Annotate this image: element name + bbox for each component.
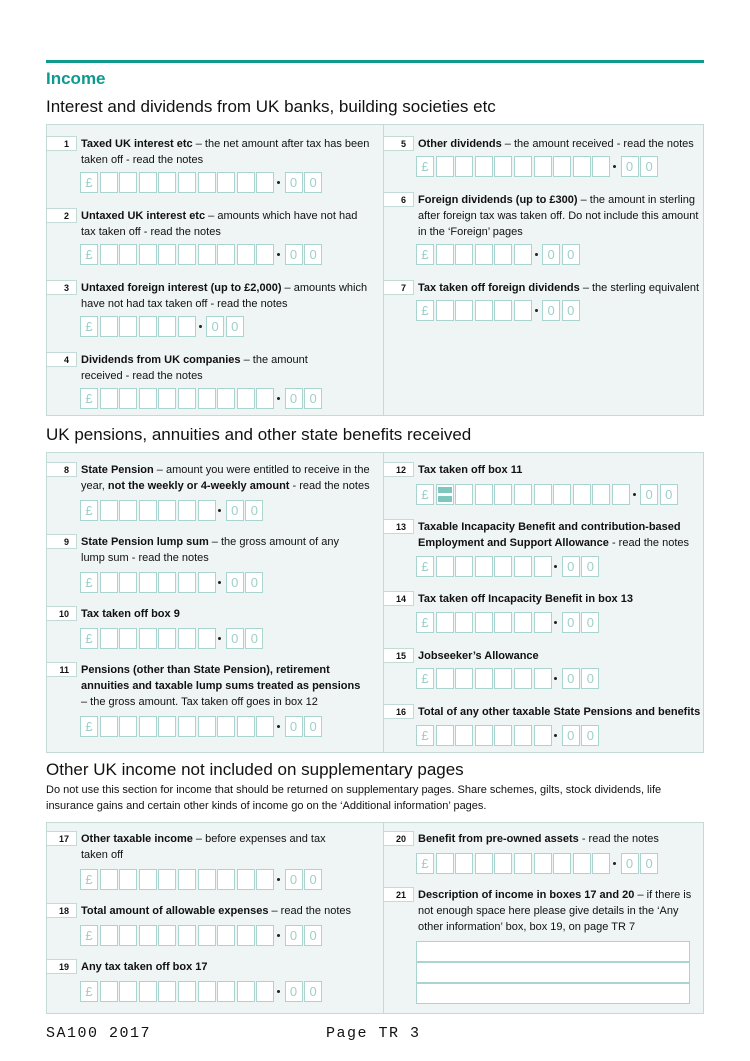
digit-cell — [100, 316, 118, 337]
digit-cell — [573, 853, 591, 874]
digit-cell — [494, 668, 512, 689]
digit-cell — [436, 612, 454, 633]
decimal-point — [276, 981, 283, 1002]
decimal-point — [612, 853, 619, 874]
pound-sign-cell: £ — [80, 500, 98, 521]
decimal-point — [553, 725, 560, 746]
digit-cell — [436, 725, 454, 746]
panel-pensions: 8 State Pension – amount you were entitled to receive in the year, not the weekly or 4-weekly amount - read the notes £ 0 0 9 State Pension lump sum – the gross amount of any lump sum - read the notes £ 0 0 10 Tax taken off box 9 £ 0 0 11 Pensions (other than State Pension), retirement annuities and taxable lump sums treated as pensions – the gross amount. Tax taken off goes in box 12 £ 0 0 12 Tax taken off box 11 £ 0 0 13 Taxable Incapacity Benefit and contribution-based Employment and Support Allowance - read the notes £ 0 0 14 Tax taken off Incapacity Benefit in box 13 £ 0 0 15 Jobseeker’s Allowance £ 0 0 16 Total of any other taxable State Pensions and benefits £ 0 0 — [46, 452, 704, 753]
pence-cell: 0 — [304, 869, 322, 890]
digit-cell — [119, 628, 137, 649]
pence-cell: 0 — [621, 853, 639, 874]
digit-cell — [158, 572, 176, 593]
pound-sign-cell: £ — [80, 869, 98, 890]
digit-cell — [139, 316, 157, 337]
pound-sign-cell: £ — [80, 925, 98, 946]
box-4-amount-field[interactable] — [80, 388, 324, 409]
digit-cell — [237, 388, 255, 409]
digit-cell — [455, 156, 473, 177]
digit-cell — [100, 500, 118, 521]
digit-cell — [436, 244, 454, 265]
pence-cell: 0 — [581, 668, 599, 689]
digit-cell — [119, 316, 137, 337]
page-number: Page TR 3 — [326, 1025, 421, 1042]
digit-cell — [100, 869, 118, 890]
digit-cell — [139, 981, 157, 1002]
form-reference: SA100 2017 — [46, 1025, 152, 1042]
pound-sign-cell: £ — [416, 484, 434, 505]
decimal-point — [276, 716, 283, 737]
box-14-amount-field[interactable] — [416, 612, 601, 633]
decimal-point — [553, 668, 560, 689]
box-21-description-field[interactable] — [416, 941, 690, 1004]
pound-sign-cell: £ — [416, 725, 434, 746]
box-1-amount-field[interactable] — [80, 172, 324, 193]
pence-cell: 0 — [621, 156, 639, 177]
digit-cell — [100, 981, 118, 1002]
pence-cell: 0 — [285, 244, 303, 265]
pence-cell: 0 — [245, 628, 263, 649]
digit-cell — [494, 853, 512, 874]
pound-sign-cell: £ — [80, 316, 98, 337]
digit-cell — [217, 172, 235, 193]
digit-cell — [237, 244, 255, 265]
digit-cell — [553, 484, 571, 505]
digit-cell — [100, 716, 118, 737]
pence-cell: 0 — [562, 725, 580, 746]
box-8-amount-field[interactable] — [80, 500, 265, 521]
digit-cell — [256, 869, 274, 890]
digit-cell — [256, 388, 274, 409]
digit-cell — [553, 156, 571, 177]
digit-cell — [119, 716, 137, 737]
digit-cell — [514, 300, 532, 321]
digit-cell — [455, 484, 473, 505]
decimal-point — [553, 612, 560, 633]
digit-cell — [217, 981, 235, 1002]
decimal-point — [534, 244, 541, 265]
digit-cell — [237, 869, 255, 890]
digit-cell — [592, 156, 610, 177]
pence-cell: 0 — [304, 388, 322, 409]
decimal-point — [553, 556, 560, 577]
digit-cell — [139, 572, 157, 593]
pence-cell: 0 — [562, 300, 580, 321]
digit-cell — [158, 925, 176, 946]
digit-cell — [256, 925, 274, 946]
digit-cell — [100, 172, 118, 193]
digit-cell — [158, 388, 176, 409]
digit-cell — [494, 556, 512, 577]
pound-sign-cell: £ — [416, 853, 434, 874]
digit-cell — [158, 244, 176, 265]
digit-cell — [198, 388, 216, 409]
pence-cell: 0 — [562, 244, 580, 265]
pence-cell: 0 — [640, 853, 658, 874]
box-12-amount-field[interactable] — [416, 484, 679, 505]
decimal-point — [276, 869, 283, 890]
top-rule — [46, 60, 704, 63]
box-20-amount-field[interactable] — [416, 853, 660, 874]
pence-cell: 0 — [285, 981, 303, 1002]
digit-cell — [198, 925, 216, 946]
pence-cell: 0 — [245, 500, 263, 521]
digit-cell — [612, 484, 630, 505]
box-16-amount-field[interactable] — [416, 725, 601, 746]
box-11-amount-field[interactable] — [80, 716, 324, 737]
digit-cell — [514, 725, 532, 746]
digit-cell — [217, 925, 235, 946]
pence-cell: 0 — [562, 668, 580, 689]
digit-cell — [592, 853, 610, 874]
pence-cell: 0 — [304, 981, 322, 1002]
pence-cell: 0 — [304, 925, 322, 946]
digit-cell — [178, 716, 196, 737]
pound-sign-cell: £ — [416, 556, 434, 577]
pence-cell: 0 — [562, 612, 580, 633]
digit-cell — [436, 556, 454, 577]
digit-cell — [514, 612, 532, 633]
digit-cell — [178, 172, 196, 193]
pence-cell: 0 — [542, 300, 560, 321]
panel-interest: 1 Taxed UK interest etc – the net amount after tax has been taken off - read the notes £ 0 0 2 Untaxed UK interest etc – amounts which have not had tax taken off - read the notes £ 0 0 3 Untaxed foreign interest (up to £2,000) – amounts which have not had tax taken off - read the notes £ 0 0 4 Dividends from UK companies – the amount received - read the notes £ 0 0 5 Other dividends – the amount received - read the notes £ 0 0 6 Foreign dividends (up to £300) – the amount in sterling after foreign tax was taken off. Do not include this amount in the ‘Foreign’ pages £ 0 0 7 Tax taken off foreign dividends – the sterling equivalent £ 0 0 — [46, 124, 704, 416]
digit-cell — [178, 388, 196, 409]
digit-cell — [100, 388, 118, 409]
digit-cell — [494, 484, 512, 505]
digit-cell — [139, 244, 157, 265]
digit-cell — [198, 716, 216, 737]
digit-cell — [158, 172, 176, 193]
pound-sign-cell: £ — [80, 981, 98, 1002]
pence-cell: 0 — [285, 388, 303, 409]
pound-sign-cell: £ — [80, 244, 98, 265]
digit-cell — [198, 869, 216, 890]
digit-cell — [119, 572, 137, 593]
pence-cell: 0 — [581, 612, 599, 633]
box-10-amount-field[interactable] — [80, 628, 265, 649]
digit-cell — [119, 869, 137, 890]
digit-cell — [139, 172, 157, 193]
digit-cell — [514, 668, 532, 689]
digit-cell — [178, 244, 196, 265]
pence-cell: 0 — [206, 316, 224, 337]
pound-sign-cell: £ — [416, 244, 434, 265]
digit-cell — [475, 556, 493, 577]
digit-cell — [455, 725, 473, 746]
digit-cell — [553, 853, 571, 874]
digit-cell — [475, 300, 493, 321]
digit-cell — [256, 981, 274, 1002]
digit-cell — [217, 244, 235, 265]
digit-cell — [178, 869, 196, 890]
description-line-3[interactable] — [416, 983, 690, 1004]
pence-cell: 0 — [285, 869, 303, 890]
decimal-point — [198, 316, 205, 337]
digit-cell — [198, 172, 216, 193]
page-title: Income — [46, 69, 106, 88]
digit-cell — [455, 668, 473, 689]
digit-cell — [514, 556, 532, 577]
digit-cell — [198, 572, 216, 593]
digit-cell — [217, 388, 235, 409]
pence-cell: 0 — [304, 244, 322, 265]
digit-cell — [139, 500, 157, 521]
digit-cell — [534, 725, 552, 746]
digit-cell — [494, 725, 512, 746]
pound-sign-cell: £ — [416, 300, 434, 321]
pence-cell: 0 — [640, 484, 658, 505]
digit-cell — [119, 172, 137, 193]
digit-cell — [100, 572, 118, 593]
pence-cell: 0 — [285, 172, 303, 193]
digit-cell — [573, 484, 591, 505]
box-7-amount-field[interactable] — [416, 300, 581, 321]
digit-cell — [256, 172, 274, 193]
pence-cell: 0 — [226, 572, 244, 593]
digit-cell — [534, 156, 552, 177]
digit-cell — [139, 628, 157, 649]
digit-cell — [475, 484, 493, 505]
digit-cell — [237, 925, 255, 946]
digit-cell — [475, 612, 493, 633]
digit-cell — [198, 981, 216, 1002]
digit-cell — [139, 869, 157, 890]
digit-cell — [158, 316, 176, 337]
digit-cell — [198, 244, 216, 265]
digit-cell — [198, 628, 216, 649]
pound-sign-cell: £ — [80, 716, 98, 737]
box-19-amount-field[interactable] — [80, 981, 324, 1002]
pound-sign-cell: £ — [416, 156, 434, 177]
digit-cell — [475, 668, 493, 689]
digit-cell — [475, 156, 493, 177]
digit-cell — [455, 300, 473, 321]
decimal-point — [217, 572, 224, 593]
digit-cell — [256, 244, 274, 265]
pound-sign-cell: £ — [80, 572, 98, 593]
pound-sign-cell: £ — [416, 612, 434, 633]
digit-cell — [475, 853, 493, 874]
box-17-amount-field[interactable] — [80, 869, 324, 890]
pence-cell: 0 — [660, 484, 678, 505]
digit-cell — [237, 716, 255, 737]
digit-cell — [198, 500, 216, 521]
digit-cell — [514, 484, 532, 505]
section-heading-interest: Interest and dividends from UK banks, building societies etc — [46, 97, 496, 116]
digit-cell — [178, 925, 196, 946]
digit-cell — [475, 725, 493, 746]
section-heading-pensions: UK pensions, annuities and other state benefits received — [46, 425, 472, 444]
digit-cell — [455, 612, 473, 633]
pence-cell: 0 — [542, 244, 560, 265]
digit-cell — [494, 612, 512, 633]
pence-cell: 0 — [304, 172, 322, 193]
digit-cell — [119, 500, 137, 521]
digit-cell — [514, 244, 532, 265]
digit-cell — [436, 668, 454, 689]
box-9-amount-field[interactable] — [80, 572, 265, 593]
description-line-2[interactable] — [416, 962, 690, 983]
digit-cell — [534, 853, 552, 874]
pence-cell: 0 — [581, 725, 599, 746]
description-line-1[interactable] — [416, 941, 690, 962]
digit-cell — [158, 981, 176, 1002]
pence-cell: 0 — [581, 556, 599, 577]
digit-cell — [514, 156, 532, 177]
pence-cell: 0 — [285, 925, 303, 946]
decimal-point — [276, 925, 283, 946]
box-5-amount-field[interactable] — [416, 156, 660, 177]
pence-cell: 0 — [640, 156, 658, 177]
digit-cell — [139, 388, 157, 409]
digit-cell — [178, 628, 196, 649]
digit-cell — [100, 925, 118, 946]
digit-cell — [475, 244, 493, 265]
digit-cell — [217, 869, 235, 890]
digit-cell — [119, 244, 137, 265]
digit-cell — [237, 172, 255, 193]
digit-cell — [178, 572, 196, 593]
digit-cell — [514, 853, 532, 874]
decimal-point — [217, 500, 224, 521]
pound-sign-cell: £ — [416, 668, 434, 689]
digit-cell — [119, 925, 137, 946]
digit-cell — [217, 716, 235, 737]
digit-cell — [534, 556, 552, 577]
digit-cell — [178, 981, 196, 1002]
digit-cell — [534, 484, 552, 505]
digit-cell — [158, 628, 176, 649]
digit-cell — [139, 716, 157, 737]
digit-cell — [178, 500, 196, 521]
panel-other: 17 Other taxable income – before expenses and tax taken off £ 0 0 18 Total amount of allowable expenses – read the notes £ 0 0 19 Any tax taken off box 17 £ 0 0 20 Benefit from pre-owned assets - read the notes £ 0 0 21 Description of income in boxes 17 and 20 – if there is not enough space here please give details in the ‘Any other information’ box, box 19, on page TR 7 — [46, 822, 704, 1014]
minus-sign-cell — [436, 484, 454, 505]
pence-cell: 0 — [562, 556, 580, 577]
digit-cell — [436, 156, 454, 177]
pence-cell: 0 — [226, 628, 244, 649]
digit-cell — [494, 244, 512, 265]
pence-cell: 0 — [285, 716, 303, 737]
digit-cell — [436, 853, 454, 874]
digit-cell — [158, 500, 176, 521]
digit-cell — [592, 484, 610, 505]
digit-cell — [494, 156, 512, 177]
pence-cell: 0 — [226, 500, 244, 521]
decimal-point — [612, 156, 619, 177]
digit-cell — [534, 668, 552, 689]
pence-cell: 0 — [226, 316, 244, 337]
digit-cell — [158, 869, 176, 890]
digit-cell — [119, 388, 137, 409]
digit-cell — [455, 556, 473, 577]
pence-cell: 0 — [245, 572, 263, 593]
digit-cell — [100, 244, 118, 265]
digit-cell — [178, 316, 196, 337]
decimal-point — [632, 484, 639, 505]
decimal-point — [534, 300, 541, 321]
pound-sign-cell: £ — [80, 628, 98, 649]
decimal-point — [276, 388, 283, 409]
digit-cell — [237, 981, 255, 1002]
digit-cell — [119, 981, 137, 1002]
digit-cell — [455, 853, 473, 874]
box-18-amount-field[interactable] — [80, 925, 324, 946]
box-3-amount-field[interactable] — [80, 316, 245, 337]
digit-cell — [455, 244, 473, 265]
box-15-amount-field[interactable] — [416, 668, 601, 689]
digit-cell — [534, 612, 552, 633]
pound-sign-cell: £ — [80, 388, 98, 409]
digit-cell — [573, 156, 591, 177]
digit-cell — [436, 300, 454, 321]
box-2-amount-field[interactable] — [80, 244, 324, 265]
decimal-point — [276, 244, 283, 265]
pound-sign-cell: £ — [80, 172, 98, 193]
digit-cell — [100, 628, 118, 649]
decimal-point — [217, 628, 224, 649]
box-6-amount-field[interactable] — [416, 244, 581, 265]
digit-cell — [494, 300, 512, 321]
section-note-other: Do not use this section for income that should be returned on supplementary pages. Share schemes, gilts, stock dividends, life insurance gains and certain other kinds of income go on the ‘Additional information’ pages. — [46, 784, 662, 812]
pence-cell: 0 — [304, 716, 322, 737]
decimal-point — [276, 172, 283, 193]
box-13-amount-field[interactable] — [416, 556, 601, 577]
digit-cell — [256, 716, 274, 737]
section-heading-other: Other UK income not included on supplementary pages — [46, 760, 464, 779]
digit-cell — [158, 716, 176, 737]
digit-cell — [139, 925, 157, 946]
